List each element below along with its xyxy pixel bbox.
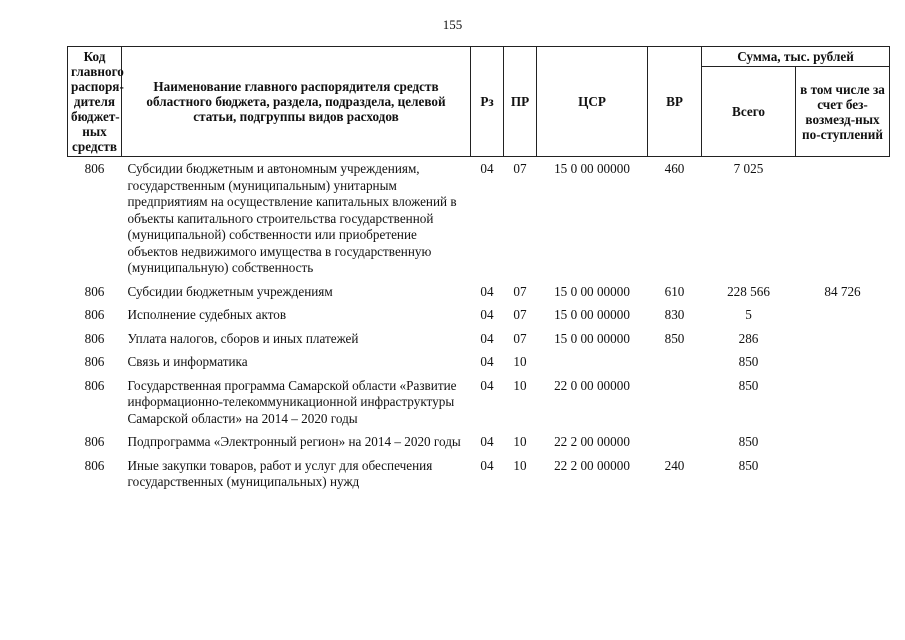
vr-cell: 830 <box>664 307 685 322</box>
code-cell: 806 <box>84 161 105 176</box>
csr-cell: 22 0 00 00000 <box>554 377 630 393</box>
name-cell: Субсидии бюджетным учреждениям <box>127 283 333 299</box>
code-cell: 806 <box>84 377 105 393</box>
rz-cell: 04 <box>480 307 494 322</box>
table-row <box>68 434 890 458</box>
csr-cell: 22 2 00 00000 <box>554 434 630 449</box>
header-gratuitous: в том числе за счет без-возмезд-ных по-ступлений <box>796 67 890 157</box>
header-code: Код главного распоря-дителя бюджет-ных средств <box>68 47 122 157</box>
code-cell: 806 <box>84 457 105 473</box>
page-number: 155 <box>442 17 463 32</box>
pr-cell: 07 <box>513 283 527 299</box>
total-cell: 228 566 <box>727 283 770 299</box>
gratuitous-cell <box>796 378 890 435</box>
vr-cell <box>648 378 702 435</box>
vr-cell <box>648 434 702 458</box>
header-csr: ЦСР <box>537 47 648 157</box>
total-cell: 850 <box>738 377 759 393</box>
header-vr: ВР <box>648 47 702 157</box>
name-cell: Уплата налогов, сборов и иных платежей <box>127 330 359 346</box>
gratuitous-cell <box>796 307 890 331</box>
vr-cell: 610 <box>664 283 685 299</box>
table-body <box>68 157 890 498</box>
gratuitous-cell <box>796 354 890 378</box>
vr-cell: 850 <box>664 330 685 346</box>
header-name: Наименование главного распорядителя средств областного бюджета, раздела, подраздела, целевой статьи, подгруппы видов расходов <box>122 47 471 157</box>
code-cell: 806 <box>84 434 105 449</box>
header-total: Всего <box>702 67 796 157</box>
rz-cell: 04 <box>480 283 494 299</box>
table-row <box>68 157 890 284</box>
code-cell: 806 <box>84 354 105 369</box>
rz-cell: 04 <box>480 434 494 449</box>
total-cell: 850 <box>738 457 759 473</box>
name-cell: Связь и информатика <box>127 354 248 369</box>
csr-cell: 15 0 00 00000 <box>554 161 630 176</box>
total-cell: 286 <box>738 330 759 346</box>
table-row <box>68 284 890 308</box>
table-row <box>68 331 890 355</box>
vr-cell: 240 <box>664 457 685 473</box>
code-cell: 806 <box>84 330 105 346</box>
rz-cell: 04 <box>480 330 494 346</box>
rz-cell: 04 <box>480 354 494 369</box>
pr-cell: 10 <box>513 377 527 393</box>
name-cell: Государственная программа Самарской области «Развитие информационно-телекоммуникационной инфраструктуры Самарской области» на 2014 – 2020 годы <box>127 377 457 426</box>
gratuitous-cell <box>796 434 890 458</box>
code-cell: 806 <box>84 307 105 322</box>
total-cell: 7 025 <box>733 161 764 176</box>
rz-cell: 04 <box>480 457 494 473</box>
header-rz: Рз <box>471 47 504 157</box>
rz-cell: 04 <box>480 377 494 393</box>
pr-cell: 10 <box>513 354 527 369</box>
pr-cell: 07 <box>513 161 527 176</box>
vr-cell <box>648 354 702 378</box>
csr-cell: 22 2 00 00000 <box>554 457 630 473</box>
name-cell: Иные закупки товаров, работ и услуг для обеспечения государственных (муниципальных) нужд <box>127 457 433 489</box>
gratuitous-cell <box>796 157 890 284</box>
gratuitous-cell: 84 726 <box>824 283 861 299</box>
total-cell: 850 <box>738 354 759 369</box>
csr-cell: 15 0 00 00000 <box>554 283 630 299</box>
gratuitous-cell <box>796 458 890 498</box>
csr-cell: 15 0 00 00000 <box>554 330 630 346</box>
pr-cell: 07 <box>513 330 527 346</box>
table-row <box>68 354 890 378</box>
table-row <box>68 458 890 498</box>
table-row <box>68 307 890 331</box>
total-cell: 5 <box>745 307 752 322</box>
total-cell: 850 <box>738 434 759 449</box>
vr-cell: 460 <box>664 161 685 176</box>
budget-table <box>67 46 890 498</box>
name-cell: Подпрограмма «Электронный регион» на 2014 – 2020 годы <box>127 434 461 449</box>
name-cell: Исполнение судебных актов <box>127 307 287 322</box>
table-row <box>68 378 890 435</box>
name-cell: Субсидии бюджетным и автономным учреждениям, государственным (муниципальным) унитарным предприятиям на осуществление капитальных вложений в объекты капитального строительства государственной (муниципальной) собственности или приобретение объектов недвижимого имущества в государственную (муниципальную) собственность <box>127 161 457 275</box>
code-cell: 806 <box>84 283 105 299</box>
gratuitous-cell <box>796 331 890 355</box>
pr-cell: 10 <box>513 457 527 473</box>
csr-cell: 15 0 00 00000 <box>554 307 630 322</box>
pr-cell: 10 <box>513 434 527 449</box>
rz-cell: 04 <box>480 161 494 176</box>
header-sum: Сумма, тыс. рублей <box>702 47 890 67</box>
csr-cell <box>537 354 648 378</box>
header-pr: ПР <box>504 47 537 157</box>
pr-cell: 07 <box>513 307 527 322</box>
